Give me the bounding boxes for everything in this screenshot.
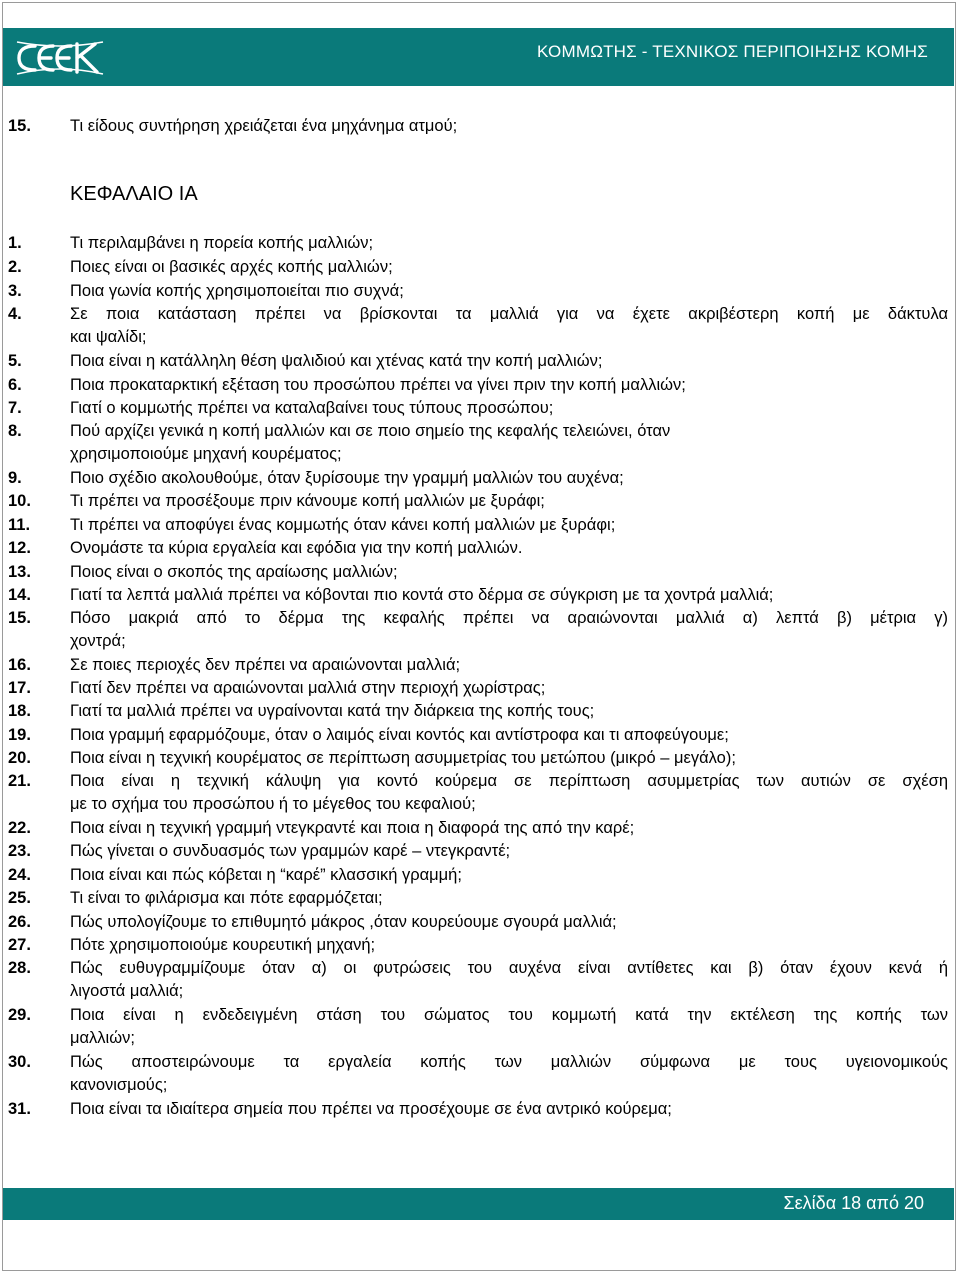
question-number: 10. [8,492,31,510]
question-text [70,607,948,653]
question-text [70,724,948,747]
question-text-line: Τι πρέπει να αποφύγει ένας κομμωτής όταν κάνει κοπή μαλλιών με ξυράφι; [70,516,616,534]
question-text-line: Ποια είναι η τεχνική γραμμή ντεγκραντέ και ποια η διαφορά της από την καρέ; [70,819,635,837]
question-number: 24. [8,866,31,884]
question-text [70,561,948,584]
question-text [70,887,948,910]
question-text [70,397,948,420]
question-text [70,817,948,840]
question-number: 19. [8,726,31,744]
question-text [70,303,948,349]
question-number: 20. [8,749,31,767]
question-number: 9. [8,469,22,487]
question-text-line: Πού αρχίζει γενικά η κοπή μαλλιών και σε ποιο σημείο της κεφαλής τελειώνει, όταν [70,422,671,440]
question-text-line: Τι περιλαμβάνει η πορεία κοπής μαλλιών; [70,234,374,252]
question-text-line: Ποια προκαταρκτική εξέταση του προσώπου πρέπει να γίνει πριν την κοπή μαλλιών; [70,376,686,394]
question-text-line: Πώς ευθυγραμμίζουμε όταν α) οι φυτρώσεις του αυχένα είναι αντίθετες και β) όταν έχουν κενά ή [70,959,948,977]
question-text [70,350,948,373]
question-text-line: Τι είναι το φιλάρισμα και πότε εφαρμόζεται; [70,889,383,907]
question-text [70,420,948,466]
question-number: 29. [8,1006,31,1024]
question-text-line: Γιατί τα λεπτά μαλλιά πρέπει να κόβονται πιο κοντά στο δέρμα σε σύγκριση με τα χοντρά μαλλιά; [70,586,774,604]
question-text [70,770,948,816]
question-text [70,957,948,1003]
question-text [70,654,948,677]
question-number: 22. [8,819,31,837]
question-text [70,934,948,957]
question-number: 7. [8,399,22,417]
question-number: 31. [8,1100,31,1118]
question-text [70,490,948,513]
question-number: 30. [8,1053,31,1071]
question-text-line: Σε ποιες περιοχές δεν πρέπει να αραιώνονται μαλλιά; [70,656,461,674]
question-text-line: Γιατί δεν πρέπει να αραιώνονται μαλλιά στην περιοχή χωρίστρας; [70,679,546,697]
question-text-line: Ποια γωνία κοπής χρησιμοποιείται πιο συχνά; [70,282,404,300]
question-text [70,374,948,397]
question-number: 5. [8,352,22,370]
question-text-line: Πώς υπολογίζουμε το επιθυμητό μάκρος ,όταν κουρεύουμε σγουρά μαλλιά; [70,913,617,931]
header-banner [3,28,954,86]
question-text [70,467,948,490]
question-number: 1. [8,234,22,252]
question-text-line: με το σχήμα του προσώπου ή το μέγεθος του κεφαλιού; [70,795,476,813]
question-number: 11. [8,516,31,534]
question-text [70,584,948,607]
question-text-line: Ποια είναι και πώς κόβεται η “καρέ” κλασσική γραμμή; [70,866,462,884]
question-number: 25. [8,889,31,907]
question-text-line: χοντρά; [70,632,126,650]
question-text-line: και ψαλίδι; [70,328,147,346]
question-text [70,1004,948,1050]
question-text-line: Ποια είναι η τεχνική κουρέματος σε περίπτωση ασυμμετρίας του μετώπου (μικρό – μεγάλο); [70,749,736,767]
question-number: 26. [8,913,31,931]
question-text [70,280,948,303]
question-text-line: χρησιμοποιούμε μηχανή κουρέματος; [70,445,342,463]
question-text-line: Ποιος είναι ο σκοπός της αραίωσης μαλλιών; [70,563,398,581]
question-text [70,514,948,537]
question-text [70,747,948,770]
question-number: 17. [8,679,31,697]
question-text-line: Πώς αποστειρώνουμε τα εργαλεία κοπής των μαλλιών σύμφωνα με τους υγειονομικούς [70,1053,948,1071]
question-text-line: Γιατί ο κομμωτής πρέπει να καταλαβαίνει τους τύπους προσώπου; [70,399,554,417]
question-text [70,677,948,700]
question-text [70,1098,948,1121]
question-number: 12. [8,539,31,557]
ceek-logo-icon [13,34,105,82]
question-text [70,840,948,863]
page-number: Σελίδα 18 από 20 [783,1193,924,1213]
question-number: 15. [8,609,31,627]
question-number: 8. [8,422,22,440]
question-text-line: Ποια γραμμή εφαρμόζουμε, όταν ο λαιμός είναι κοντός και αντίστροφα και τι αποφεύγουμε; [70,726,729,744]
question-text-line: κανονισμούς; [70,1076,168,1094]
question-number: 16. [8,656,31,674]
question-number: 6. [8,376,22,394]
question-number: 14. [8,586,31,604]
question-text-line: Πότε χρησιμοποιούμε κουρευτική μηχανή; [70,936,376,954]
question-number: 18. [8,702,31,720]
question-text-line: Πόσο μακριά από το δέρμα της κεφαλής πρέπει να αραιώνονται μαλλιά α) λεπτά β) μέτρια γ) [70,609,948,627]
question-number: 13. [8,563,31,581]
question-text-line: Τι πρέπει να προσέξουμε πριν κάνουμε κοπή μαλλιών με ξυράφι; [70,492,545,510]
question-text [70,864,948,887]
header-title: ΚΟΜΜΩΤΗΣ - ΤΕΧΝΙΚΟΣ ΠΕΡΙΠΟΙΗΣΗΣ ΚΟΜΗΣ [537,42,928,61]
question-number: 2. [8,258,22,276]
question-text [70,700,948,723]
question-text [70,1051,948,1097]
question-text [70,911,948,934]
question-text-line: μαλλιών; [70,1029,135,1047]
question-text-line: Ποια είναι η κατάλληλη θέση ψαλιδιού και χτένας κατά την κοπή μαλλιών; [70,352,603,370]
question-text-line: Ονομάστε τα κύρια εργαλεία και εφόδια για την κοπή μαλλιών. [70,539,523,557]
question-number: 23. [8,842,31,860]
footer-banner [3,1188,954,1220]
question-number: 4. [8,305,22,323]
question-text-line: Ποια είναι η τεχνική κάλυψη για κοντό κούρεμα σε περίπτωση ασυμμετρίας των αυτιών σε σχέση [70,772,948,790]
chapter-title: ΚΕΦΑΛΑΙΟ ΙΑ [70,183,198,205]
question-text-line: Ποια είναι τα ιδιαίτερα σημεία που πρέπει να προσέχουμε σε ένα αντρικό κούρεμα; [70,1100,672,1118]
question-text [70,537,948,560]
question-number: 3. [8,282,22,300]
question-number: 21. [8,772,31,790]
question-number: 15. [8,117,31,135]
question-text-line: Σε ποια κατάσταση πρέπει να βρίσκονται τα μαλλιά για να έχετε ακριβέστερη κοπή με δάκτυλα [70,305,948,323]
question-text-line: Ποια είναι η ενδεδειγμένη στάση του σώματος του κομμωτή κατά την εκτέλεση της κοπής των [70,1006,948,1024]
question-text-line: Γιατί τα μαλλιά πρέπει να υγραίνονται κατά την διάρκεια της κοπής τους; [70,702,595,720]
question-text-line: Ποιες είναι οι βασικές αρχές κοπής μαλλιών; [70,258,393,276]
question-text [70,232,948,255]
question-text [70,256,948,279]
question-text-line: Πώς γίνεται ο συνδυασμός των γραμμών καρέ – ντεγκραντέ; [70,842,511,860]
question-text-line: Ποιο σχέδιο ακολουθούμε, όταν ξυρίσουμε την γραμμή μαλλιών του αυχένα; [70,469,624,487]
question-number: 28. [8,959,31,977]
question-number: 27. [8,936,31,954]
question-text-line: λιγοστά μαλλιά; [70,982,184,1000]
question-text: Τι είδους συντήρηση χρειάζεται ένα μηχάνημα ατμού; [70,117,458,135]
